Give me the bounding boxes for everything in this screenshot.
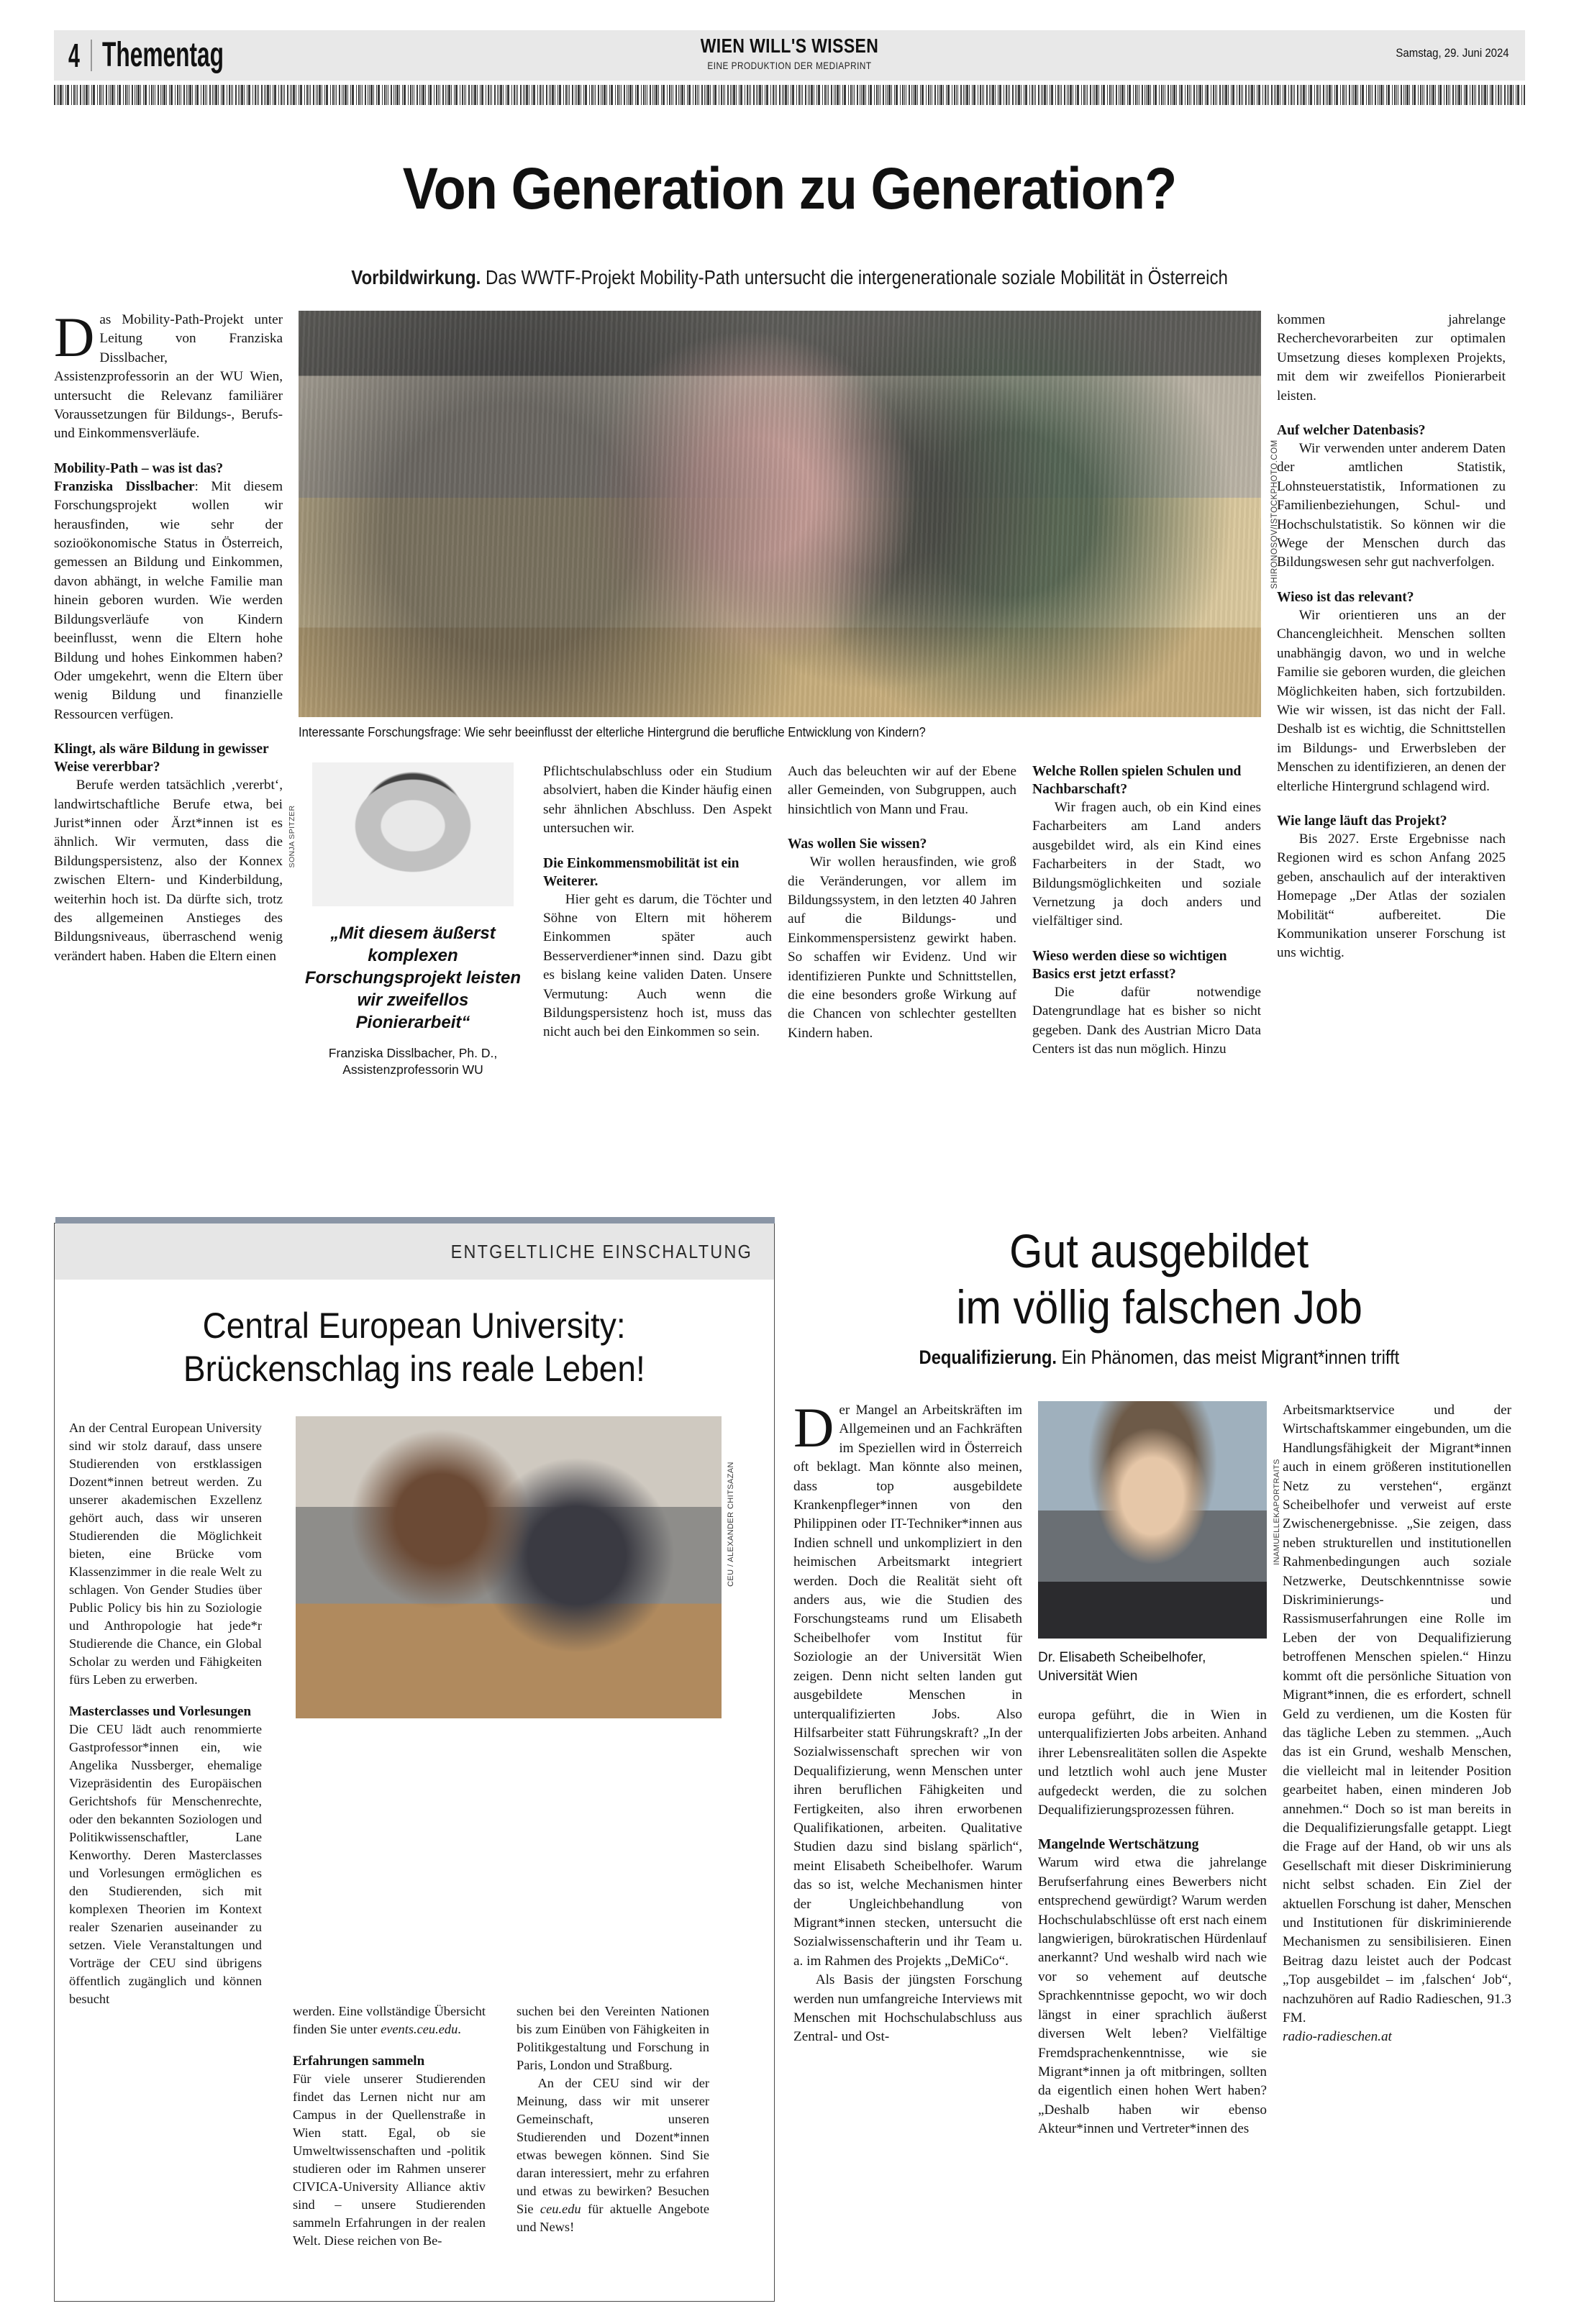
article1-col6-heading-3: Wie lange läuft das Projekt? [1277, 813, 1447, 829]
article1-q1-heading: Mobility-Path – was ist das? [54, 460, 224, 476]
brand-title: WIEN WILL'S WISSEN [700, 35, 879, 57]
ad-column-3 [517, 2002, 709, 2236]
dropcap: D [54, 306, 95, 368]
ad-body-c: werden. Eine vollständige Übersicht finden Sie unter events.ceu.edu. [293, 2004, 486, 2036]
ad-photo [296, 1416, 722, 1718]
article1-column-3 [543, 762, 772, 1042]
article1-q1-answer: Franziska Disslbacher: Mit diesem Forschungsprojekt wollen wir herausfinden, wie sehr der sozioökonomische Status in Österreich, gemessen an Bildung und Einkommen, davon abhängt, in welche Familie man hinein geboren wurden. Wie werden Bildungsverläufe von Kindern beeinflusst, wenn die Eltern hohe Bildung und hohes Einkommen haben? Oder umgekehrt, wenn die Eltern über wenig Bildung und finanzielle Ressourcen verfügen. [54, 478, 283, 722]
article1-col6-heading-1: Auf welcher Datenbasis? [1277, 423, 1426, 439]
ad-body-f: An der CEU sind wir der Meinung, dass wir mit unserer Gemeinschaft, unseren Studierenden und Dozent*innen etwas bewegen können. Sind Sie daran interessiert, mehr zu erfahren und etwas zu bewirken? Besuchen Sie ceu.edu für aktuelle Angebote und News! [517, 2076, 709, 2234]
ad-events-link[interactable]: events.ceu.edu [381, 2022, 458, 2036]
article1-col6-heading-2: Wieso ist das relevant? [1277, 589, 1414, 605]
article2-column-1 [793, 1396, 1022, 2047]
article1-q2-answer: Berufe werden tatsächlich ‚vererbt‘, landwirtschaftliche Berufe etwa, bei Jurist*innen oder Ärzt*innen ist es ähnlich. Wir vermuten, dass die Bildungspersistenz, also der Konnex zwischen Eltern- und Kinderbildung, weiterhin hoch ist. Da dürfte sich, trotz des allgemeinen Anstieges des Bildungsniveaus, überraschend wenig verändert haben. Haben die Eltern einen [54, 778, 283, 964]
photo-image-barn-family [299, 311, 1261, 717]
article1-col4-a: Auch das beleuchten wir auf der Ebene aller Gemeinden, von Subgruppen, auch hinsichtlich von Mann und Frau. [788, 764, 1016, 817]
article2-subheadline [793, 1346, 1525, 1369]
article2-portrait-caption [1038, 1649, 1267, 1686]
article1-portrait-credit: SONJA SPITZER [288, 805, 296, 868]
issue-date: Samstag, 29. Juni 2024 [1396, 46, 1509, 60]
ad-body-b: Die CEU lädt auch renommierte Gastprofessor*innen ein, wie Angelika Nussberger, ehemalige Vizepräsidentin des Europäischen Gerichtshofs für Menschenrechte, oder den bekannten Soziologen und Politikwissenschaftler, Lane Kenworthy. Deren Masterclasses und Vorlesungen ermöglichen es den Studierenden, sich mit komplexen Theorien im Kontext realer Szenarien auseinander zu setzen. Viele Veranstaltungen und Vorträge der CEU sind übrigens öffentlich zugänglich und können besucht [69, 1722, 262, 2006]
article1-col5-heading-2: Wieso werden diese so wichtigen Basics erst jetzt erfasst? [1032, 948, 1227, 982]
article1-col4-b: Wir wollen herausfinden, wie groß die Veränderungen, vor allem im Bildungssystem, in den letzten 40 Jahren auf die Bildungs- und Einkommenspersistenz gewirkt haben. So schaffen wir Evidenz. Und wir identifizieren Punkte und Schnittstellen, die eine besonders große Wirkung auf die Chancen von schlechter gestellten Kindern haben. [788, 855, 1016, 1041]
article1-col5-b: Die dafür notwendige Datengrundlage hat es bisher so nicht gegeben. Dank des Austrian Micro Data Centers ist das nun möglich. Hinzu [1032, 984, 1261, 1057]
ad-heading-masterclasses: Masterclasses und Vorlesungen [69, 1704, 252, 1719]
article1-col6-b: Wir verwenden unter anderem Daten der amtlichen Statistik, Lohnsteuerstatistik, Informationen zu Familienbeziehungen, Schul- und Hochschulstatistik. So können wir die Wege der Menschen durch das Bildungswesen sehr gut nachverfolgen. [1277, 441, 1506, 570]
ad-column-1 [69, 1419, 262, 2008]
article2-headline-line2: im völlig falschen Job [956, 1280, 1362, 1334]
article1-lead: Das Mobility-Path-Projekt unter Leitung von Franziska Disslbacher, Assistenzprofessorin an der WU Wien, untersucht die Relevanz familiärer Voraussetzungen für Bildungs-, Berufs- und Einkommensverläufe. [54, 306, 283, 442]
article1-column-4 [788, 762, 1016, 1043]
article1-quote-block [288, 762, 527, 1078]
masthead-brand [54, 35, 1525, 74]
article1-col4-heading: Was wollen Sie wissen? [788, 837, 927, 852]
quote-attr-name: Franziska Disslbacher, Ph. D., [328, 1046, 498, 1060]
page-number: 4 [68, 37, 80, 74]
article1-col3-a: Pflichtschulabschluss oder ein Studium absolviert, haben die Kinder häufig einen sehr ähnlichen Abschluss. Den Aspekt untersuchen wir. [543, 764, 772, 837]
ad-column-2 [293, 2002, 486, 2250]
article2-portrait-block [1038, 1401, 1281, 1686]
article1-col5-a: Wir fragen auch, ob ein Kind eines Facharbeiters am Land anders ausgebildet wird, als ein Kind eines Facharbeiters in der Stadt, wo Bildungsmöglichkeiten und soziale Vernetzung ja doch anders und vielfältiger sind. [1032, 800, 1261, 929]
article1-col6-c: Wir orientieren uns an der Chancengleichheit. Menschen sollten unabhängig davon, wo und in welche Familie sie geboren wurden, die gleichen Möglichkeiten haben, sich fortzubilden. Wie wir wissen, ist das nicht der Fall. Deshalb ist es wichtig, die Schnittstellen im Bildungs- und Erwerbsleben der Menschen zu identifizieren, an denen der elterliche Hintergrund schlagend wird. [1277, 607, 1506, 794]
article2-col2-b: Warum wird etwa die jahrelange Berufserfahrung eines Bewerbers nicht entsprechend gewürdigt? Warum werden Hochschulabschlüsse oft erst nach einem langwierigen, bürokratischen Hürdenlauf anerkannt? Und weshalb wird nach wie vor so vehement auf deutsche Sprachkenntnisse gepocht, wo wir doch längst in einer sprachlich äußerst diversen Welt leben? Vielfältige Fremdsprachenkenntnisse, wie sie Migrant*innen ja oft mitbringen, sollten da eigentlich einen hohen Wert haben? „Deshalb haben wir ebenso Akteur*innen und Vertreter*innen des [1038, 1855, 1267, 2137]
advertisement-box [54, 1223, 775, 2302]
article1-headline-text: Von Generation zu Generation? [402, 156, 1177, 222]
article2-headline-line1: Gut ausgebildet [1009, 1224, 1309, 1277]
article1-column-6 [1277, 311, 1506, 963]
article2-radio-link[interactable]: radio-radieschen.at [1283, 2029, 1392, 2045]
article2-subtitle-text: Ein Phänomen, das meist Migrant*innen trifft [1057, 1346, 1400, 1368]
ad-photo-credit: CEU / ALEXANDER CHITSAZAN [727, 1462, 735, 1587]
article1-main-photo [299, 311, 1261, 717]
masthead [54, 30, 1525, 81]
portrait-caption-name: Dr. Elisabeth Scheibelhofer, [1038, 1650, 1206, 1665]
article1-col5-heading-1: Welche Rollen spielen Schulen und Nachbarschaft? [1032, 764, 1242, 797]
speaker-name: Franziska Disslbacher [54, 478, 195, 494]
photo-image-scheibelhofer [1038, 1401, 1267, 1639]
ad-body-d: Für viele unserer Studierenden findet das Lernen nicht nur am Campus in der Quellenstraße in Wien statt. Egal, ob sie Umweltwissenschaften und -politik studieren oder im Rahmen unserer CIVICA-University Alliance aktiv sind – unsere Studierenden sammeln Erfahrungen in der realen Welt. Diese reichen von Be- [293, 2072, 486, 2248]
quote-attr-role: Assistenzprofessorin WU [342, 1062, 483, 1077]
brand-subtitle: EINE PRODUKTION DER MEDIAPRINT [707, 60, 872, 71]
article2-col3-a: Arbeitsmarktservice und der Wirtschaftskammer eingebunden, um die Handlungsfähigkeit der Migrant*innen auch in einem größeren institutionellen Netz zu verstehen“, ergänzt Scheibelhofer und verweist auf erste Zwischenergebnisse. „Sie zeigen, dass neben strukturellen und institutionellen Rahmenbedingungen auch soziale Netzwerke, Deutschkenntnisse sowie Diskriminierungs- und Rassismuserfahrungen eine Rolle im Leben der von Dequalifizierung betroffenen Menschen spielen.“ Hinzu kommt oft die persönliche Situation von Migrant*innen, die es erfordert, schnell Geld zu verdienen, um die Kosten für das tägliche Leben zu stemmen. „Auch das ist ein Grund, weshalb Menschen, die vielleicht mal in leitender Position gearbeitet haben, einen minderen Job annehmen.“ Doch so ist man bereits in die Dequalifizierungsfalle getappt. Liegt die Frage auf der Hand, ob wir uns als Gesellschaft mit dieser Diskriminierung nicht selbst schaden. Ein Ziel der aktuellen Forschung ist daher, Menschen und Institutionen für diskriminierende Mechanismen zu sensibilisieren. Einen Beitrag dazu leistet auch der Podcast „Top ausgebildet – im ‚falschen‘ Job“, nachzuhören auf Radio Radieschen, 91.3 FM. [1283, 1403, 1511, 2025]
article1-col3-b: Hier geht es darum, die Töchter und Söhne von Eltern mit höherem Einkommen später auch Besserverdiener*innen sind. Dazu gibt es bislang keine validen Daten. Unsere Vermutung: Auch wenn die Bildungspersistenz hoch ist, muss das nicht auch bei den Einkommen so sein. [543, 891, 772, 1040]
article1-subtitle-text: Das WWTF-Projekt Mobility-Path untersucht die intergenerationale soziale Mobilität in Österreich [481, 266, 1228, 288]
decorative-barcode-strip [54, 85, 1525, 105]
dropcap: D [793, 1396, 834, 1459]
article2-column-2 [1038, 1706, 1267, 2139]
article1-photo-caption: Interessante Forschungsfrage: Wie sehr beeinflusst der elterliche Hintergrund die berufliche Entwicklung von Kindern? [299, 724, 926, 739]
article2-col2-heading: Mangelnde Wertschätzung [1038, 1837, 1199, 1853]
article1-column-5 [1032, 762, 1261, 1059]
ad-ceu-link[interactable]: ceu.edu [540, 2202, 581, 2216]
article2-portrait-photo [1038, 1401, 1267, 1639]
ad-headline-line2: Brückenschlag ins reale Leben! [183, 1349, 645, 1389]
ad-body-e: suchen bei den Vereinten Nationen bis zum Einüben von Fähigkeiten in Politikgestaltung und Forschung in Paris, London und Straßburg. [517, 2004, 709, 2072]
article2-headline [793, 1223, 1525, 1335]
ad-heading-erfahrungen: Erfahrungen sammeln [293, 2054, 425, 2069]
photo-image-students-laptop [296, 1416, 722, 1718]
ad-disclosure-label: ENTGELTLICHE EINSCHALTUNG [450, 1240, 752, 1262]
section-name: Thementag [101, 36, 224, 74]
article2-lead: Der Mangel an Arbeitskräften im Allgemeinen und an Fachkräften im Speziellen wird in Österreich oft beklagt. Man könnte also meinen, dass top ausgebildete Krankenpfleger*innen von den Philippinen oder IT-Techniker*innen aus Indien schnell und unkompliziert in den heimischen Arbeitsmarkt integriert werden. Doch die Realität sieht oft anders aus, wie die Studien des Forschungsteams rund um Elisabeth Scheibelhofer vom Institut für Soziologie an der Universität Wien zeigen. Denn nicht selten landen gut ausgebildete Menschen in unterqualifizierten Jobs. Also Hilfsarbeiter statt Führungskraft? „In der Sozialwissenschaft sprechen wir von Dequalifizierung, wenn Menschen unter ihren beruflichen Fähigkeiten und Fertigkeiten, also ihren erworbenen Qualifikationen, arbeiten. Qualitative Studien dazu sind bislang spärlich“, meint Elisabeth Scheibelhofer. Warum das so ist, welche Mechanismen hinter der Ungleichbehandlung von Migrant*innen stecken, untersucht die Sozialwissenschafterin und ihr Team u. a. im Rahmen des Projekts „DeMiCo“. [793, 1396, 1022, 1969]
article2-column-3 [1283, 1401, 1511, 2047]
ad-body-a: An der Central European University sind wir stolz darauf, dass unsere Studierenden von erstklassigen Dozent*innen betreut werden. Zu unserer akademischen Exzellenz gehört auch, dass wir unseren Studierenden die Möglichkeit bieten, eine Brücke vom Klassenzimmer in die reale Welt zu schlagen. Von Gender Studies über Public Policy bis hin zu Soziologie und Anthropologie hat jede*r Studierende die Chance, ein Global Scholar zu werden und Fähigkeiten fürs Leben zu erwerben. [69, 1421, 262, 1687]
ad-label-band [55, 1223, 774, 1280]
article2-col2-a: europa geführt, die in Wien in unterqualifizierten Jobs arbeiten. Anhand ihrer Lebensrealitäten sollen die Aspekte und letztlich wohl auch jene Muster aufgedeckt werden, die zu solchen Dequalifizierungsprozessen führen. [1038, 1708, 1267, 1818]
article2-portrait-credit: INAMUELLEKAPORTRAITS [1273, 1459, 1281, 1565]
article1-col6-d: Bis 2027. Erste Ergebnisse nach Regionen wird es schon Anfang 2025 geben, anschaulich auf der interaktiven Homepage „Der Atlas der sozialen Mobilität“ aufbereitet. Die Kommunikation unserer Forschung ist uns wichtig. [1277, 831, 1506, 961]
ad-headline [55, 1304, 774, 1390]
article1-pullquote: „Mit diesem äußerst komplexen Forschungsprojekt leisten wir zweifellos Pionierarbeit“ [304, 924, 522, 1032]
photo-image-researcher [312, 762, 514, 906]
article2-kicker: Dequalifizierung. [919, 1346, 1057, 1368]
article1-q2-heading: Klingt, als wäre Bildung in gewisser Weise vererbbar? [54, 742, 269, 775]
article2-col1-b: Als Basis der jüngsten Forschung werden nun umfangreiche Interviews mit Menschen mit Hochschulabschluss aus Zentral- und Ost- [793, 1972, 1022, 2045]
article1-column-1 [54, 306, 283, 966]
article1-photo-credit: SHIRONOSOV/ISTOCKPHOTO.COM [1270, 439, 1279, 589]
article1-subheadline [0, 266, 1579, 289]
article1-quote-attribution [299, 1045, 527, 1078]
article1-col3-heading: Die Einkommensmobilität ist ein Weiterer. [543, 855, 740, 889]
article1-headline [0, 156, 1579, 222]
ad-headline-line1: Central European University: [202, 1305, 627, 1346]
portrait-caption-affiliation: Universität Wien [1038, 1669, 1138, 1684]
ad-top-bar [55, 1217, 775, 1223]
article1-col6-a: kommen jahrelange Recherchevorarbeiten zur optimalen Umsetzung dieses komplexen Projekts, mit dem wir zweifellos Pionierarbeit leisten. [1277, 312, 1506, 404]
article1-portrait-photo [312, 762, 514, 906]
masthead-divider [91, 40, 92, 71]
article1-kicker: Vorbildwirkung. [351, 266, 481, 288]
article2 [793, 1223, 1525, 2137]
